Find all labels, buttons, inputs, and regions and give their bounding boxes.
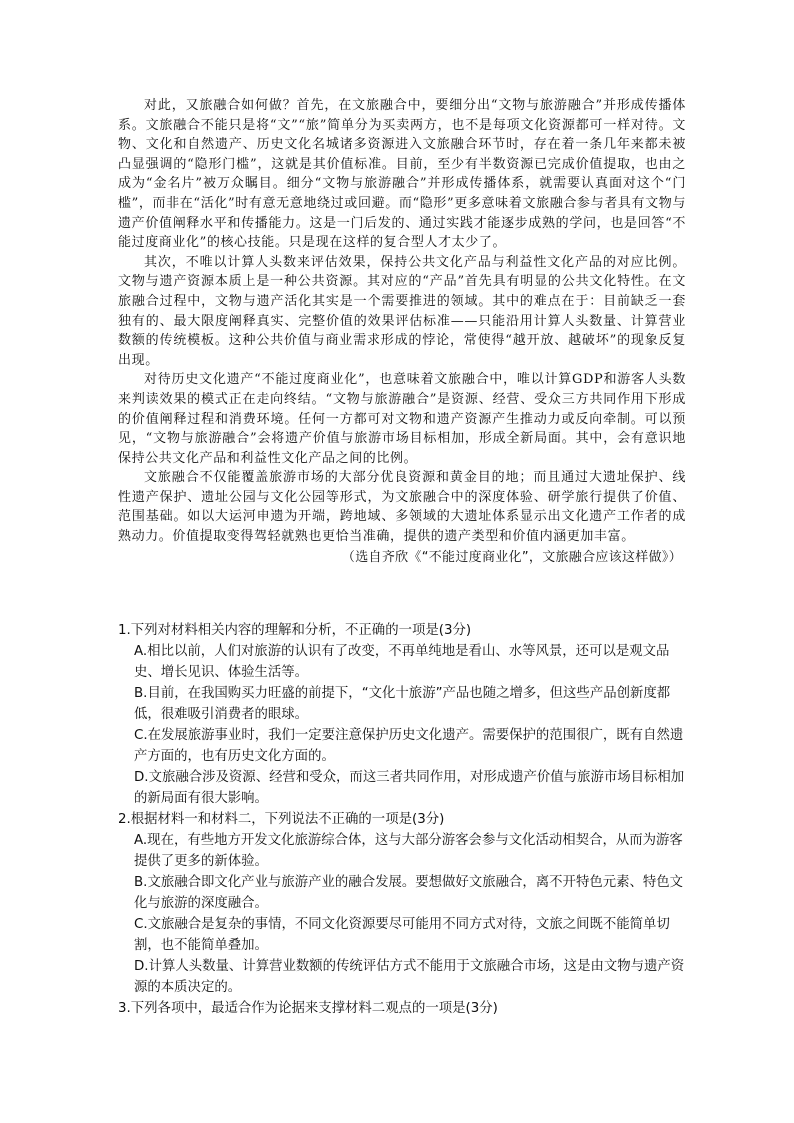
- option-b: B.文旅融合即文化产业与旅游产业的融合发展。要想做好文旅融合，离不开特色元素、特色文化与旅游的深度融合。: [134, 875, 684, 911]
- option-d: D.文旅融合涉及资源、经营和受众，而这三者共同作用，对形成遗产价值与旅游市场目标相加的新局面有很大影响。: [134, 770, 685, 806]
- passage-paragraph: 对此，又旅融合如何做？首先，在文旅融合中，要细分出“文物与旅游融合”并形成传播体系。文旅融合不能只是将“文”“旅”简单分为买卖两方，也不是每项文化资源都可一样对待。文物、文化和自然遗产、历史文化名城诸多资源进入文旅融合环节时，存在着一条几年来都未被凸显强调的“隐形门槛”，这就是其价值标准。目前，至少有半数资源已完成价值提取，也由之成为“金名片”被万众瞩目。细分“文物与旅游融合”并形成传播体系，就需要认真面对这个“门槛”，而非在“活化”时有意无意地绕过或回避。而“隐形”更多意味着文旅融合参与者具有文物与遗产价值阐释水平和传播能力。这是一门后发的、通过实践才能逐步成熟的学问，也是回答“不能过度商业化”的核心技能。只是现在这样的复合型人才太少了。: [118, 98, 686, 251]
- question-block: [118, 809, 688, 998]
- option-c: C.在发展旅游事业时，我们一定要注意保护历史文化遗产。需要保护的范围很广，既有自然遗产方面的，也有历史文化方面的。: [134, 728, 684, 764]
- passage-paragraph: 其次，不唯以计算人头数来评估效果，保持公共文化产品与利益性文化产品的对应比例。文物与遗产资源本质上是一种公共资源。其对应的“产品”首先具有明显的公共文化特性。在文旅融合过程中，文物与遗产活化其实是一个需要推进的领域。其中的难点在于：目前缺乏一套独有的、最大限度阐释真实、完整价值的效果评估标准——只能沿用计算人头数量、计算营业数额的传统模板。这种公共价值与商业需求形成的悖论，常使得“越开放、越破坏”的现象反复出现。: [118, 254, 686, 368]
- option-a: A.现在，有些地方开发文化旅游综合体，这与大部分游客会参与文化活动相契合，从而为游客提供了更多的新体验。: [134, 833, 683, 869]
- question-block: [118, 620, 688, 809]
- reading-passage: [118, 96, 686, 567]
- passage-paragraph: 文旅融合不仅能覆盖旅游市场的大部分优良资源和黄金目的地；而且通过大遗址保护、线性遗产保护、遗址公园与文化公园等形式，为文旅融合中的深度体验、研学旅行提供了价值、范围基础。如以大运河申遗为开端，跨地域、多领域的大遗址体系显示出文化遗产工作者的成熟动力。价值提取变得驾轻就熟也更恰当准确，提供的遗产类型和价值内涵更加丰富。: [118, 470, 686, 545]
- question-stem: 1.下列对材料相关内容的理解和分析，不正确的一项是(3分): [118, 623, 472, 638]
- option-d: D.计算人头数量、计算营业数额的传统评估方式不能用于文旅融合市场，这是由文物与遗产资源的本质决定的。: [134, 959, 685, 995]
- passage-paragraph: 对待历史文化遗产“不能过度商业化”，也意味着文旅融合中，唯以计算GDP和游客人头数来判读效果的模式正在走向终结。“文物与旅游融合”是资源、经营、受众三方共同作用下形成的价值阐释过程和消费环境。任何一方都可对文物和遗产资源产生推动力或反向牵制。可以预见，“文物与旅游融合”会将遗产价值与旅游市场目标相加，形成全新局面。其中，会有意识地保持公共文化产品和利益性文化产品之间的比例。: [118, 372, 686, 466]
- question-stem: 3.下列各项中，最适合作为论据来支撑材料二观点的一项是(3分): [118, 1001, 498, 1016]
- option-b: B.目前，在我国购买力旺盛的前提下，“文化十旅游”产品也随之增多，但这些产品创新度都低，很难吸引消费者的眼球。: [134, 686, 671, 722]
- question-stem: 2.根据材料一和材料二，下列说法不正确的一项是(3分): [118, 812, 445, 827]
- passage-source: （选自齐欣《“不能过度商业化”，文旅融合应该这样做》）: [341, 549, 682, 565]
- option-a: A.相比以前，人们对旅游的认识有了改变，不再单纯地是看山、水等风景，还可以是观文品史、增长见识、体验生活等。: [134, 644, 670, 680]
- question-list: [118, 620, 688, 1019]
- option-c: C.文旅融合是复杂的事情，不同文化资源要尽可能用不同方式对待，文旅之间既不能简单切割，也不能简单叠加。: [134, 917, 670, 953]
- question-block: [118, 998, 688, 1019]
